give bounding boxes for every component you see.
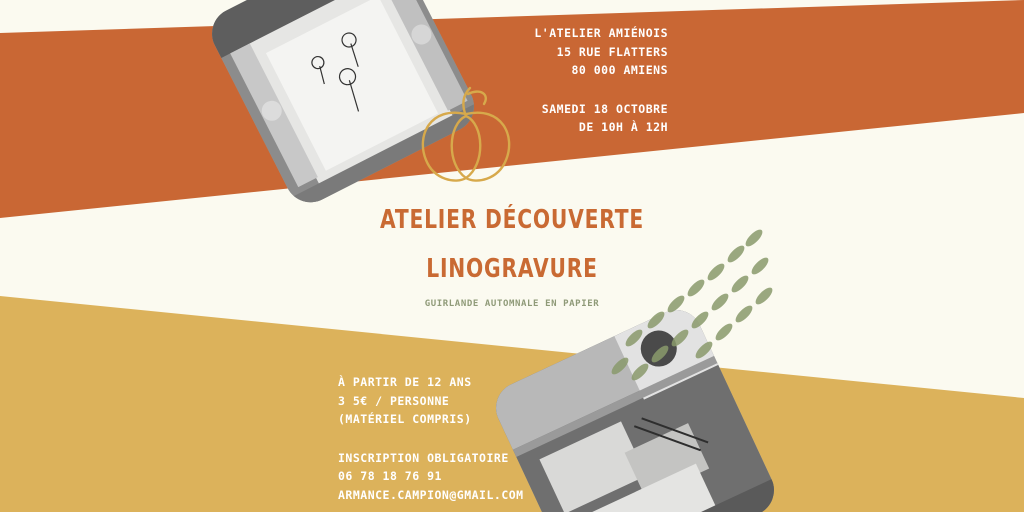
subtitle: GUIRLANDE AUTOMNALE EN PAPIER [424, 299, 600, 309]
event-date: SAMEDI 18 OCTOBRE [541, 101, 668, 116]
phone-number: 06 78 18 76 91 [338, 469, 442, 483]
price: 3 5€ / PERSONNE [338, 393, 450, 408]
leaf-dash-pattern [604, 226, 782, 392]
age-requirement: À PARTIR DE 12 ANS [338, 375, 472, 389]
email-address: ARMANCE.CAMPION@GMAIL.COM [338, 487, 524, 502]
price-note: (MATÉRIEL COMPRIS) [338, 412, 472, 426]
venue-city: 80 000 AMIENS [571, 63, 668, 77]
title-line-1: ATELIER DÉCOUVERTE [379, 205, 645, 235]
event-info-block [534, 24, 668, 137]
registration-note: INSCRIPTION OBLIGATOIRE [338, 450, 509, 465]
pumpkin-outline-icon [410, 84, 522, 190]
details-block [338, 373, 524, 504]
venue-street: 15 RUE FLATTERS [556, 44, 668, 59]
event-time: DE 10H À 12H [578, 120, 668, 134]
venue-name: L'ATELIER AMIÉNOIS [534, 26, 668, 40]
title-line-2: LINOGRAVURE [426, 254, 598, 284]
